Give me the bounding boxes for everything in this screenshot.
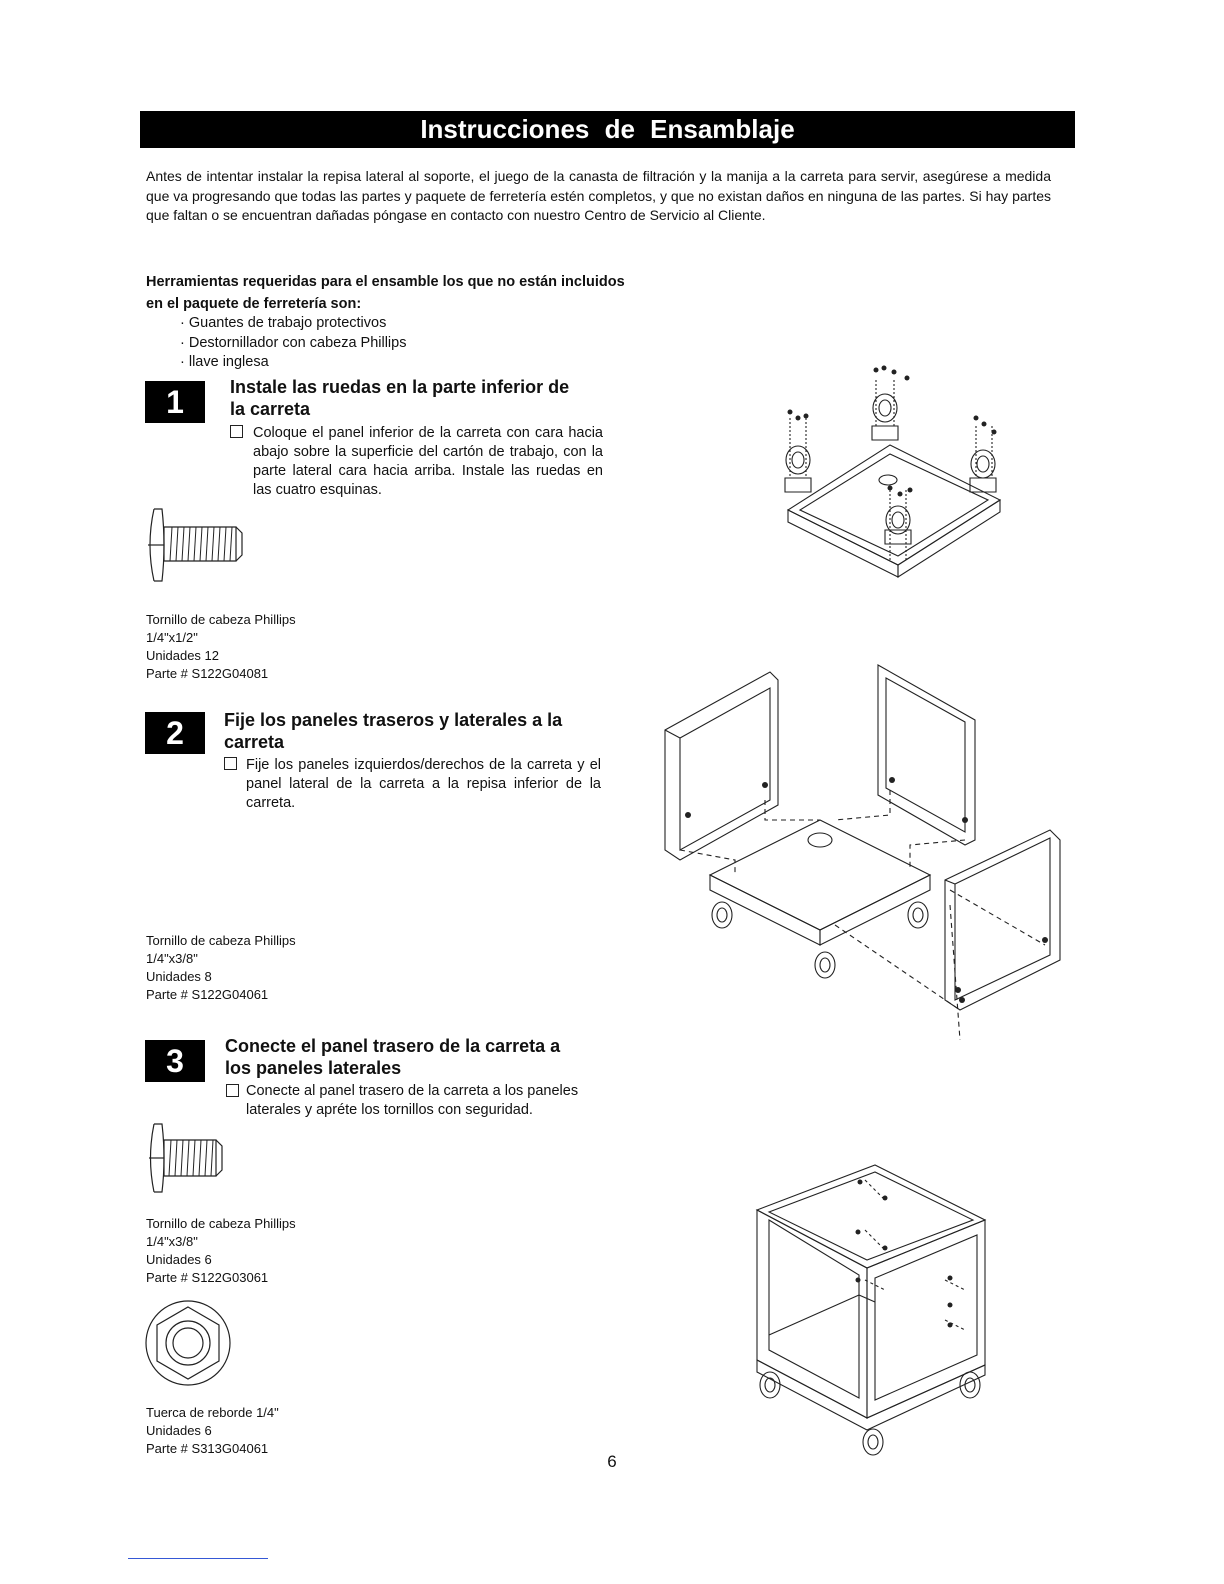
step-3-title: [225, 1035, 625, 1079]
step-1-body: Coloque el panel inferior de la carreta con cara hacia abajo sobre la superficie del cartón de trabajo, con la parte lateral cara hacia arriba. Instale las ruedas en las cuatro esquinas.: [253, 425, 603, 498]
tools-heading: [146, 271, 706, 315]
step-1-title-line1: Instale las ruedas en la parte inferior de: [230, 377, 570, 397]
tool-item: · Guantes de trabajo protectivos: [180, 315, 387, 331]
part-number: Parte # S122G04061: [146, 987, 269, 1002]
step-3-body-line2: laterales y apréte los tornillos con seguridad.: [246, 1102, 533, 1118]
step-3-title-line1: Conecte el panel trasero de la carreta a: [225, 1036, 561, 1056]
part-name: Tuerca de reborde 1/4": [146, 1405, 279, 1420]
tools-list: [180, 314, 406, 373]
step-2-panel-diagram: [660, 660, 1070, 1050]
step-3-number-box: 3: [145, 1040, 205, 1082]
step-1-title-line2: la carreta: [230, 399, 311, 419]
part-qty: Unidades 6: [146, 1423, 212, 1438]
part-size: 1/4"x3/8": [146, 1234, 198, 1249]
part-number: Parte # S122G03061: [146, 1270, 269, 1285]
page-title-banner: Instrucciones de Ensamblaje: [140, 111, 1075, 148]
step-2-body: Fije los paneles izquierdos/derechos de la carreta y el panel lateral de la carreta a la repisa inferior de la carreta.: [246, 757, 601, 811]
tool-item: · llave inglesa: [180, 354, 269, 370]
intro-paragraph: Antes de intentar instalar la repisa lateral al soporte, el juego de la canasta de filtración y la manija a la carreta para servir, asegúrese a medida que va progresando que todas las partes y paquete de ferretería estén completos, y que no existan daños en ninguna de las partes. Si hay partes que faltan o se encuentran dañadas póngase en contacto con nuestro Centro de Servicio al Cliente.: [146, 168, 1051, 223]
step-3-body-line1: Conecte al panel trasero de la carreta a los paneles: [246, 1083, 579, 1099]
phillips-screw-short-icon: [142, 1120, 232, 1196]
part-number: Parte # S313G04061: [146, 1441, 269, 1456]
step-3-part-info: [146, 1215, 296, 1287]
part-name: Tornillo de cabeza Phillips: [146, 612, 296, 627]
step-2-number-box: 2: [145, 712, 205, 754]
step-3-cart-diagram: [745, 1160, 995, 1465]
tool-item: · Destornillador con cabeza Phillips: [180, 334, 407, 351]
tools-heading-line1: Herramientas requeridas para el ensamble los que no están incluidos: [146, 274, 625, 290]
part-qty: Unidades 6: [146, 1252, 212, 1267]
part-qty: Unidades 8: [146, 969, 212, 984]
tools-heading-line2: en el paquete de ferretería son:: [146, 296, 362, 312]
page-number: 6: [607, 1452, 617, 1471]
step-2-title-line2: carreta: [224, 732, 285, 752]
part-number: Parte # S122G04081: [146, 666, 269, 681]
step-2-title: [224, 709, 614, 753]
part-name: Tornillo de cabeza Phillips: [146, 933, 296, 948]
step-3-checkbox-icon: [226, 1083, 247, 1101]
part-size: 1/4"x1/2": [146, 630, 198, 645]
step-1-part-info: [146, 611, 296, 683]
phillips-screw-long-icon: [140, 505, 250, 585]
step-2-part-info: [146, 932, 296, 1004]
step-1-title: [230, 376, 610, 420]
part-name: Tornillo de cabeza Phillips: [146, 1216, 296, 1231]
step-3-title-line2: los paneles laterales: [225, 1058, 402, 1078]
flange-nut-icon: [142, 1298, 238, 1388]
step-1-number-box: 1: [145, 381, 205, 423]
step-1-checkbox-icon: [230, 424, 251, 442]
step-2-title-line1: Fije los paneles traseros y laterales a la: [224, 710, 563, 730]
step-3-part2-info: [146, 1404, 279, 1458]
step-1-caster-diagram: [770, 360, 1020, 590]
step-3-body: [246, 1082, 686, 1120]
part-qty: Unidades 12: [146, 648, 219, 663]
footer-divider: [128, 1558, 268, 1559]
part-size: 1/4"x3/8": [146, 951, 198, 966]
step-2-checkbox-icon: [224, 756, 245, 774]
